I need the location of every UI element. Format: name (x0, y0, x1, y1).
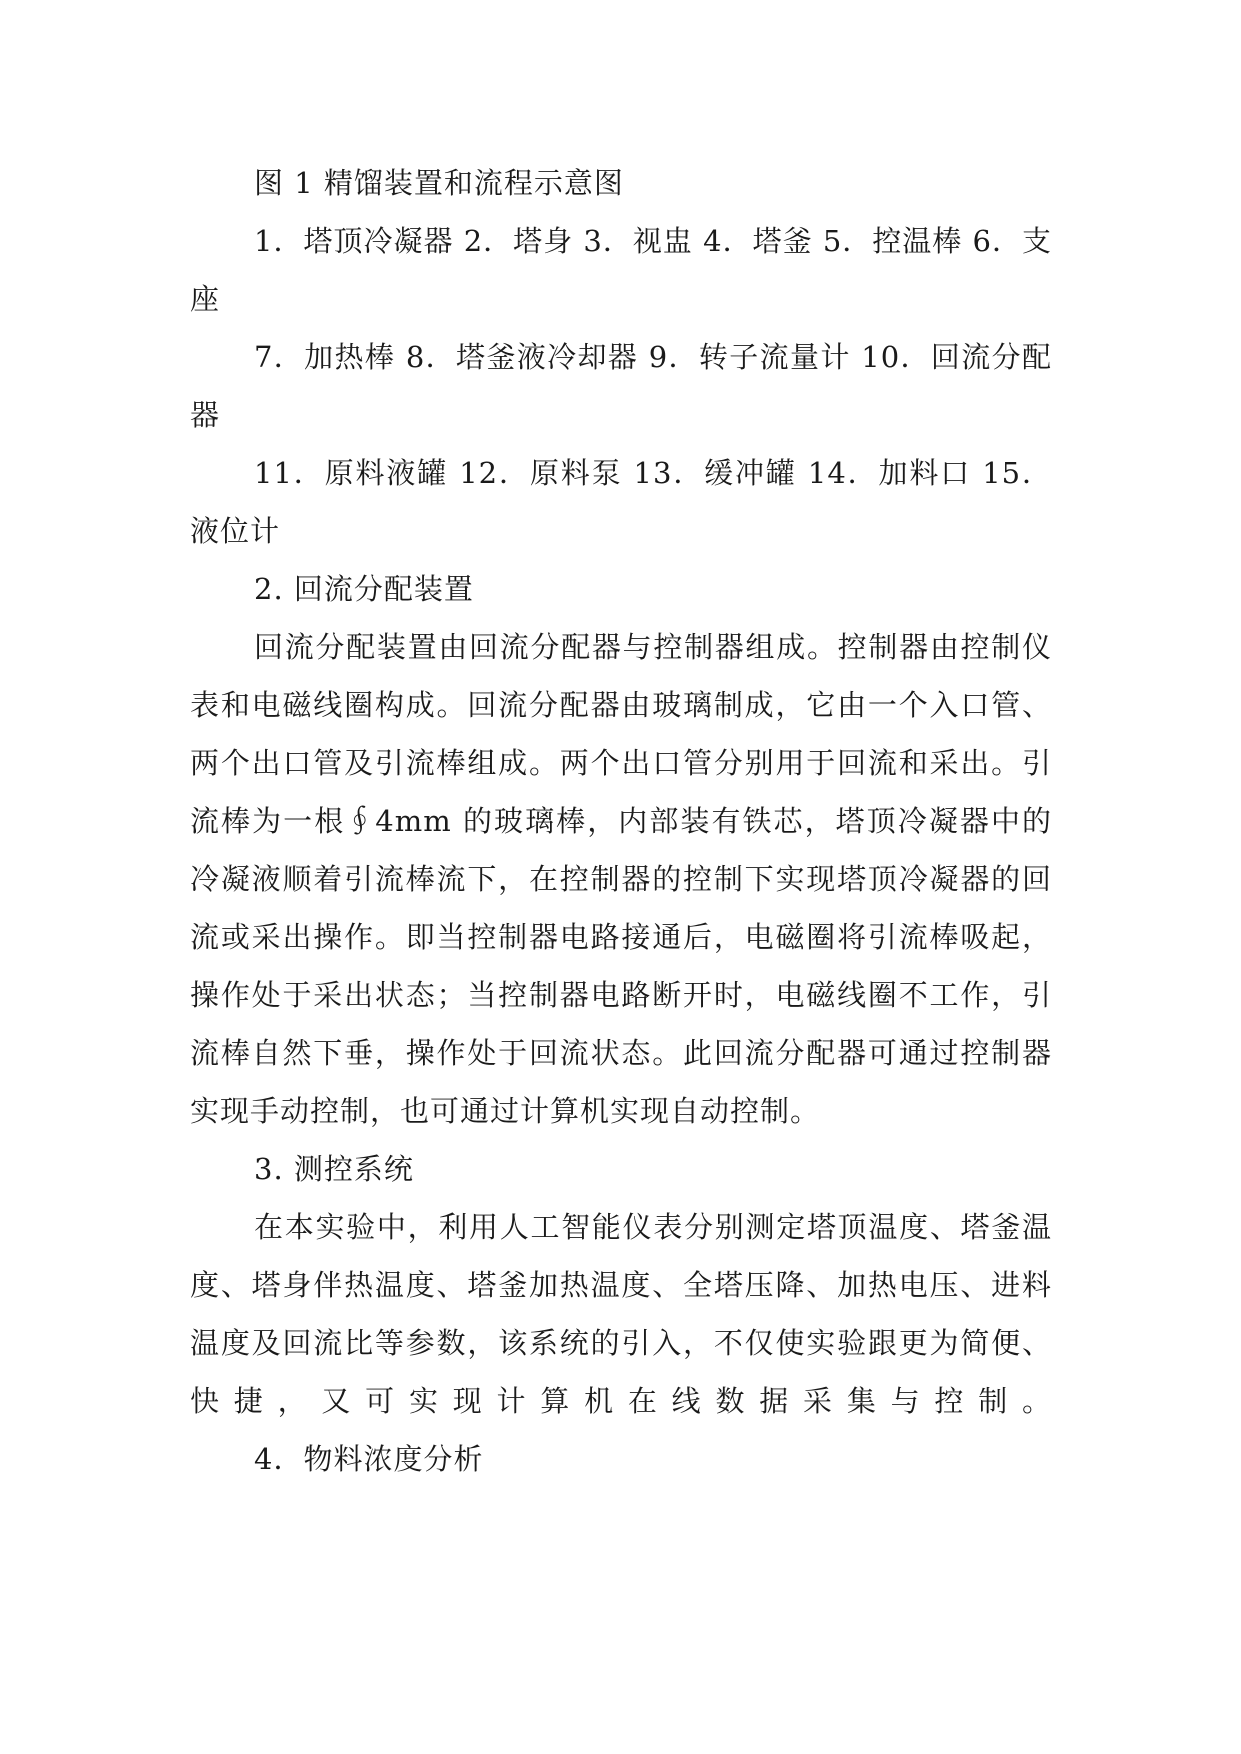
paragraph-control: 在本实验中，利用人工智能仪表分别测定塔顶温度、塔釜温度、塔身伴热温度、塔釜加热温度、全塔压降、加热电压、进料温度及回流比等参数，该系统的引入，不仅使实验跟更为简便、快捷，又可实现计算机在线数据采集与控制。 (190, 1210, 1052, 1418)
figure-caption: 图 1 精馏装置和流程示意图 (254, 166, 624, 200)
section-heading-analysis: 4．物料浓度分析 (254, 1442, 484, 1476)
section-heading-control: 3. 测控系统 (254, 1152, 414, 1186)
legend-line-2: 7．加热棒 8．塔釜液冷却器 9．转子流量计 10．回流分配器 (190, 340, 1052, 432)
section-heading-reflux: 2. 回流分配装置 (254, 572, 474, 606)
legend-line-1: 1．塔顶冷凝器 2．塔身 3．视盅 4．塔釜 5．控温棒 6．支座 (190, 224, 1052, 316)
paragraph-reflux: 回流分配装置由回流分配器与控制器组成。控制器由控制仪表和电磁线圈构成。回流分配器由玻璃制成，它由一个入口管、两个出口管及引流棒组成。两个出口管分别用于回流和采出。引流棒为一根∮4mm 的玻璃棒，内部装有铁芯，塔顶冷凝器中的冷凝液顺着引流棒流下，在控制器的控制下实现塔顶冷凝器的回流或采出操作。即当控制器电路接通后，电磁圈将引流棒吸起，操作处于采出状态；当控制器电路断开时，电磁线圈不工作，引流棒自然下垂，操作处于回流状态。此回流分配器可通过控制器实现手动控制，也可通过计算机实现自动控制。 (190, 630, 1052, 1128)
document-page (190, 154, 1052, 1488)
legend-line-3: 11．原料液罐 12．原料泵 13．缓冲罐 14．加料口 15．液位计 (190, 456, 1052, 548)
